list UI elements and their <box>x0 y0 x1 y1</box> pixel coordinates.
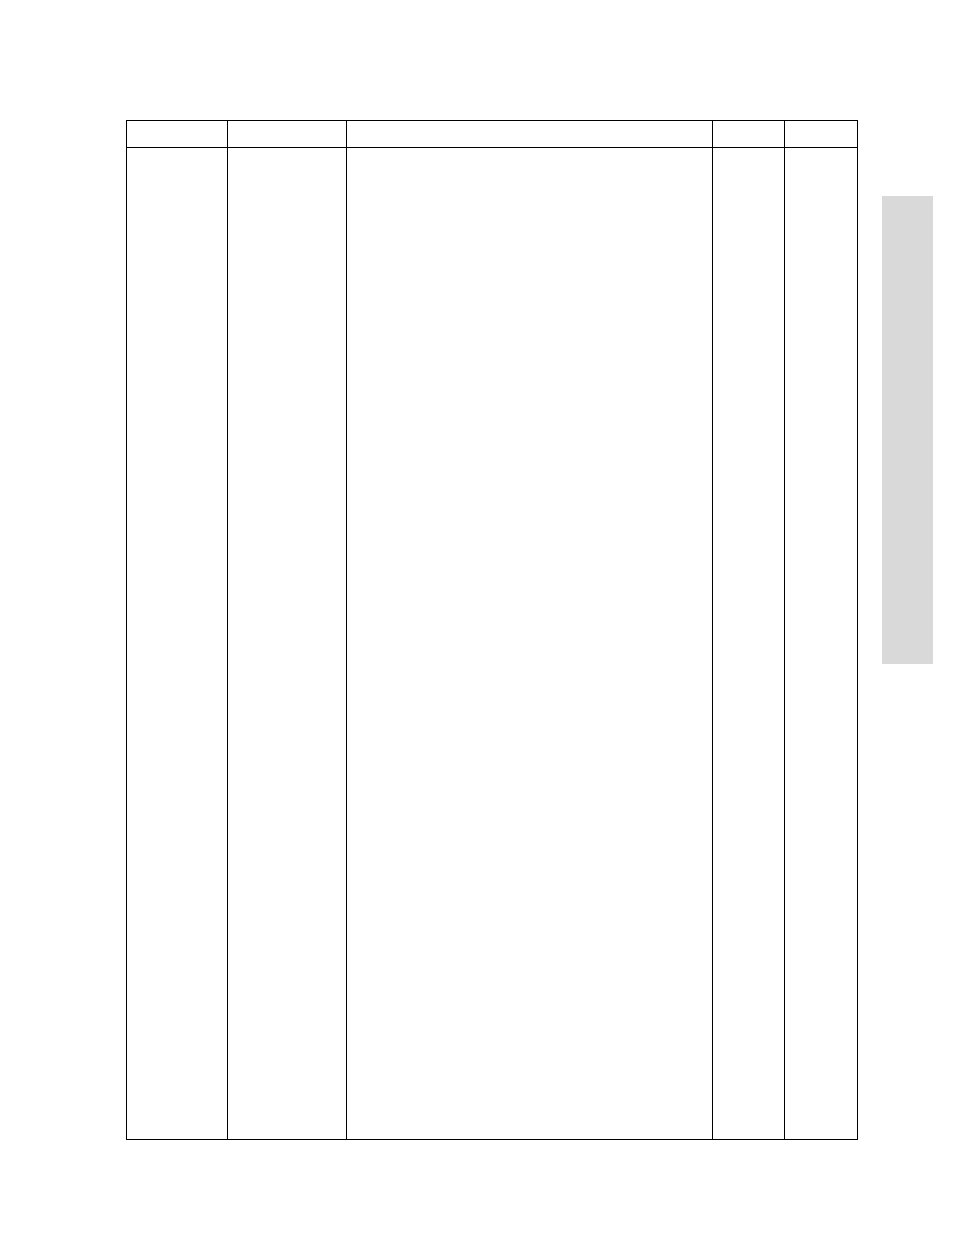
table-body <box>127 147 857 188</box>
table-header <box>127 121 857 148</box>
header-qty <box>716 121 781 147</box>
parts-table <box>126 120 858 1140</box>
header-rev <box>788 121 854 147</box>
section-side-tab <box>882 196 933 664</box>
header-part-number <box>233 121 340 147</box>
column-divider <box>712 121 713 1139</box>
column-divider <box>227 121 228 1139</box>
header-item <box>132 121 222 147</box>
column-divider <box>346 121 347 1139</box>
header-description <box>364 121 693 147</box>
column-divider <box>784 121 785 1139</box>
table-row-assembly <box>127 147 857 188</box>
